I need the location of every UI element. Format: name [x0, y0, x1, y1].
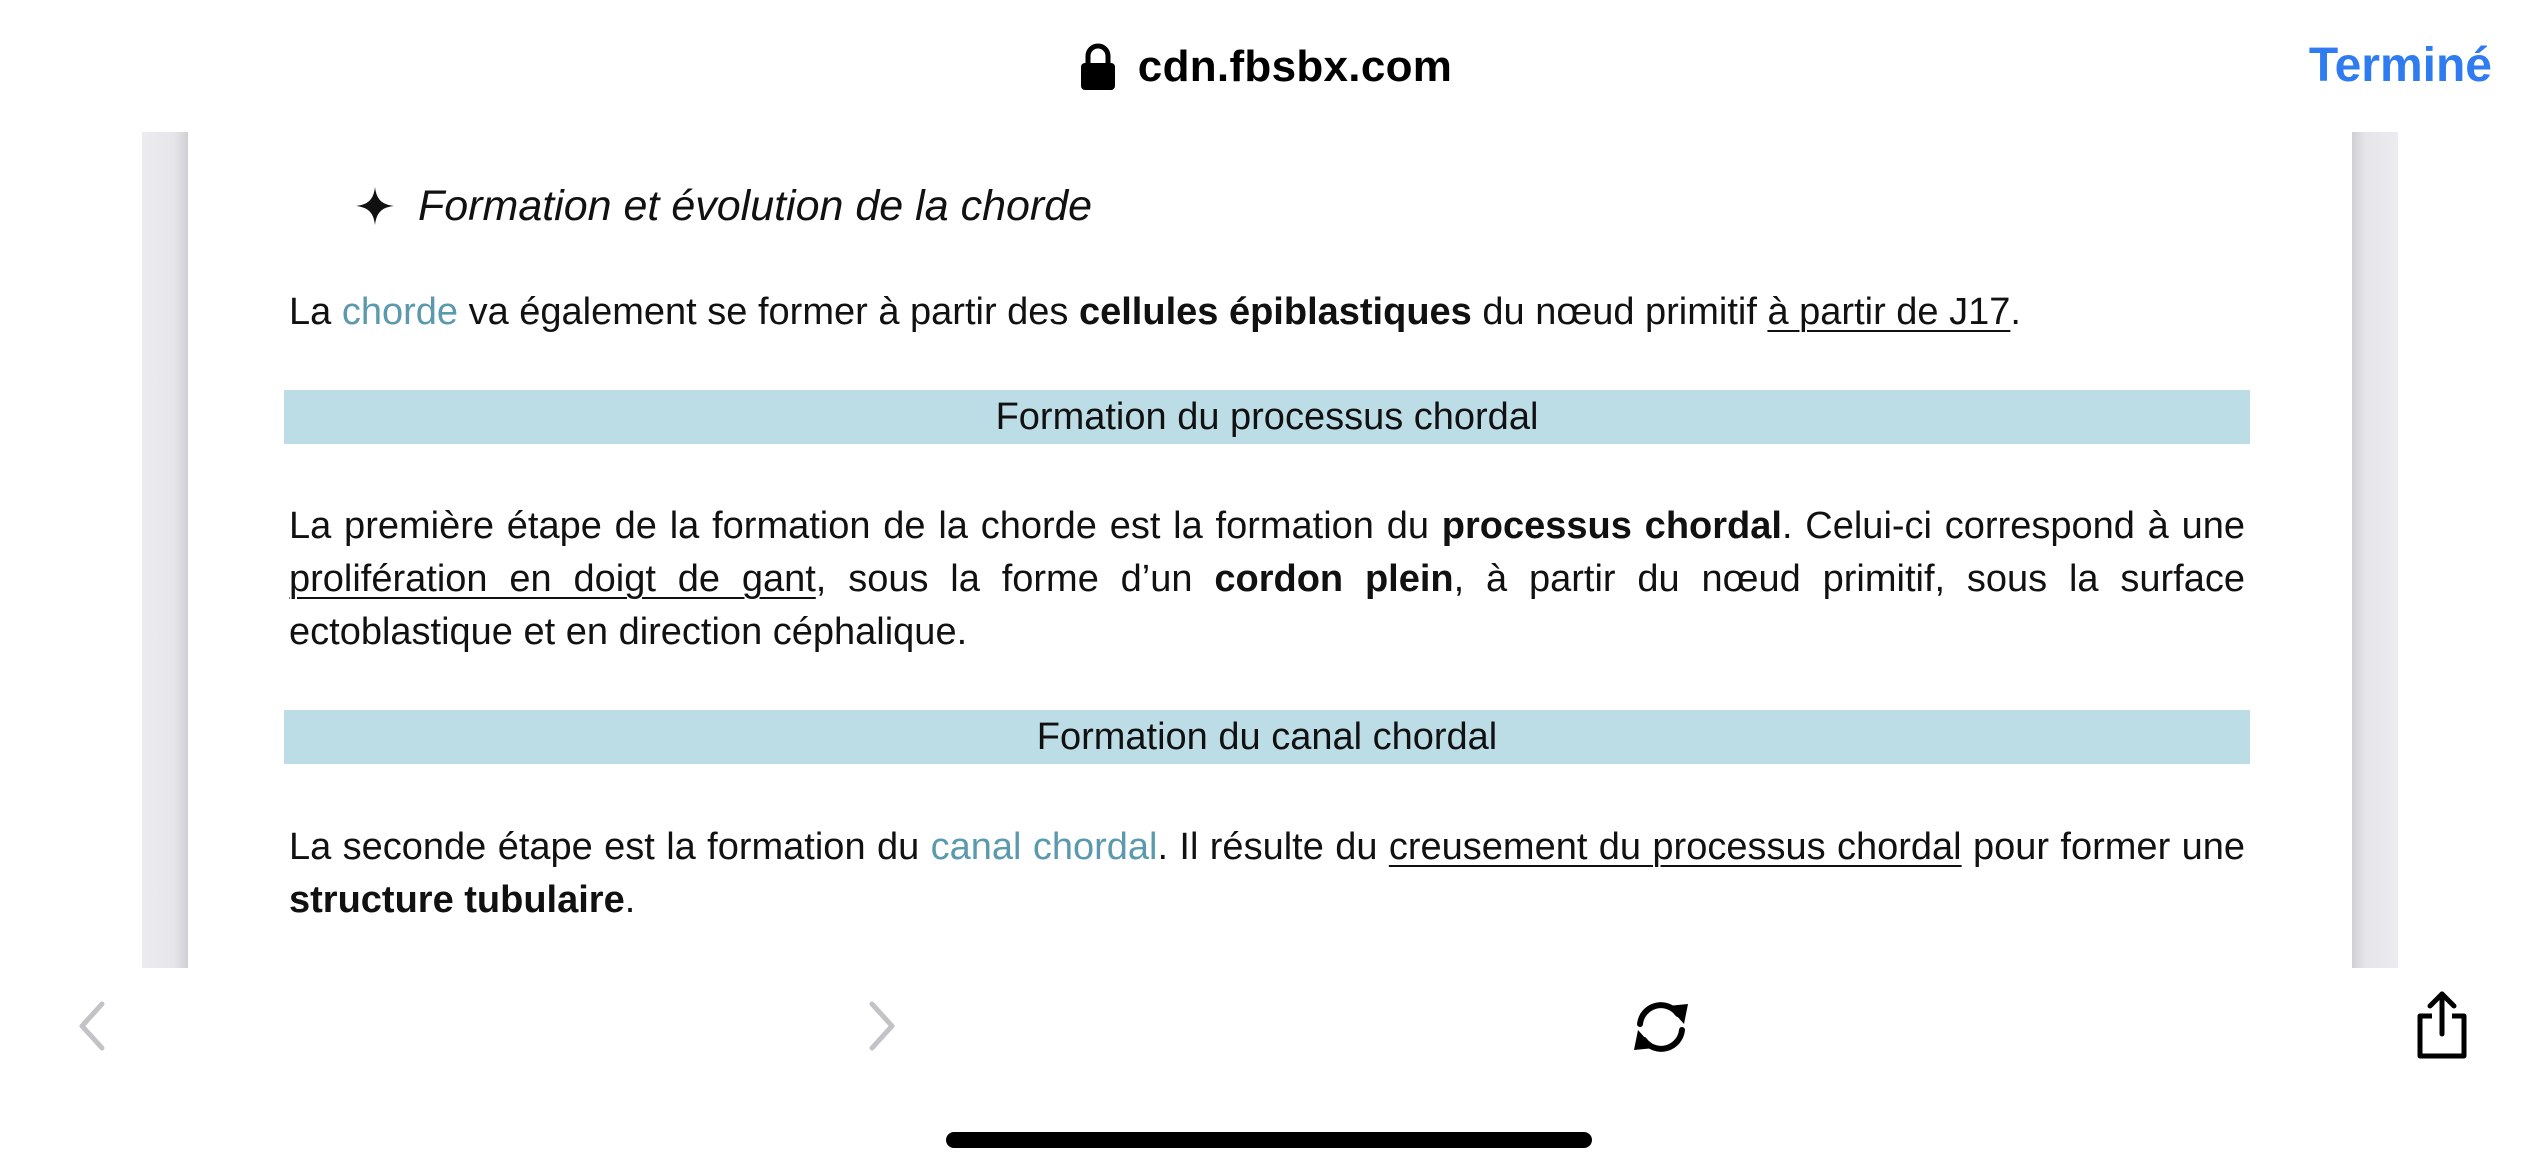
band-title-canal-chordal: Formation du canal chordal	[284, 710, 2250, 764]
bold-processus-chordal: processus chordal	[1441, 505, 1782, 547]
text-run: . Il résulte du	[1157, 826, 1389, 868]
chevron-left-icon[interactable]	[70, 996, 116, 1056]
bottom-toolbar	[0, 968, 2532, 1170]
band-title-processus-chordal: Formation du processus chordal	[284, 390, 2250, 444]
sparkle-icon	[356, 187, 394, 225]
keyword-canal-chordal: canal chordal	[930, 826, 1158, 868]
bold-cellules-epiblastiques: cellules épiblastiques	[1078, 291, 1472, 333]
text-run: . Celui-ci correspond à une	[1781, 505, 2245, 547]
paragraph-intro	[289, 286, 2245, 339]
text-run: , à partir du nœud primitif, sous la surface ectoblastique et en direction céphalique.	[289, 558, 2246, 653]
underline-proliferation: prolifération en doigt de gant	[289, 558, 816, 600]
text-run: La seconde étape est la formation du	[289, 826, 931, 868]
text-run: du nœud primitif	[1471, 291, 1768, 333]
text-run: .	[2010, 291, 2021, 333]
page-gutter-right	[2352, 132, 2398, 968]
done-button[interactable]: Terminé	[2308, 38, 2492, 92]
paragraph-canal-chordal	[289, 821, 2245, 927]
lock-icon	[1080, 43, 1116, 91]
keyword-chorde: chorde	[341, 291, 459, 333]
share-icon[interactable]	[2412, 988, 2472, 1062]
underline-creusement: creusement du processus chordal	[1388, 826, 1962, 868]
address-bar[interactable]	[0, 32, 2532, 102]
text-run: La	[289, 291, 342, 333]
text-run: pour former une	[1961, 826, 2245, 868]
document-viewport[interactable]	[0, 132, 2532, 968]
text-run: va également se former à partir des	[458, 291, 1079, 333]
home-indicator[interactable]	[946, 1132, 1592, 1148]
text-run: , sous la forme d’un	[815, 558, 1215, 600]
url-text: cdn.fbsbx.com	[1137, 42, 1453, 91]
chevron-right-icon[interactable]	[858, 996, 904, 1056]
section-heading	[356, 176, 1092, 236]
bold-cordon-plein: cordon plein	[1214, 558, 1454, 600]
paragraph-processus-chordal	[289, 500, 2245, 659]
reload-icon[interactable]	[1628, 994, 1694, 1060]
text-run: .	[624, 879, 636, 921]
section-heading-text: Formation et évolution de la chorde	[418, 181, 1093, 230]
underline-j17: à partir de J17	[1767, 291, 2011, 333]
document-page	[188, 132, 2352, 968]
text-run: La première étape de la formation de la chorde est la formation du	[289, 505, 1442, 547]
page-gutter-left	[142, 132, 188, 968]
top-bar	[0, 0, 2532, 132]
bold-structure-tubulaire: structure tubulaire	[289, 879, 625, 921]
